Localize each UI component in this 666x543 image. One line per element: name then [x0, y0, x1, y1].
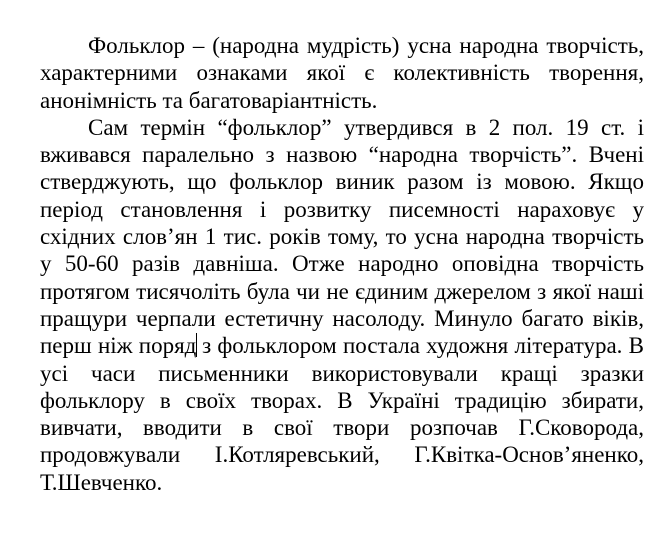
paragraph-text-after-cursor: з фольклором постала художня література. В усі часи письменники використовували кращі зразки фольклору в своїх творах. В Україні традицію збирати, вивчати, вводити в свої твори розпочав Г.Сковорода, продовжували І.Котляревський, Г.Квітка-Основ’яненко, Т.Шевченко. — [40, 333, 644, 495]
paragraph-folklore-history[interactable] — [40, 114, 644, 496]
document-page[interactable] — [40, 32, 644, 496]
paragraph-folklore-definition[interactable]: Фольклор – (народна мудрість) усна народна творчість, характерними ознаками якої є колективність творення, анонімність та багатоваріантність. — [40, 33, 644, 113]
paragraph-text-before-cursor: Сам термін “фольклор” утвердився в 2 пол. 19 ст. і вживався паралельно з назвою “народна творчість”. Вчені стверджують, що фольклор виник разом із мовою. Якщо період становлення і розвитку писемності нараховує у східних слов’ян 1 тис. років тому, то усна народна творчість у 50-60 разів давніша. Отже народно оповідна творчість протягом тисячоліть була чи не єдиним джерелом з якої наші пращури черпали естетичну насолоду. Минуло багато віків, перш ніж поряд — [40, 114, 644, 359]
